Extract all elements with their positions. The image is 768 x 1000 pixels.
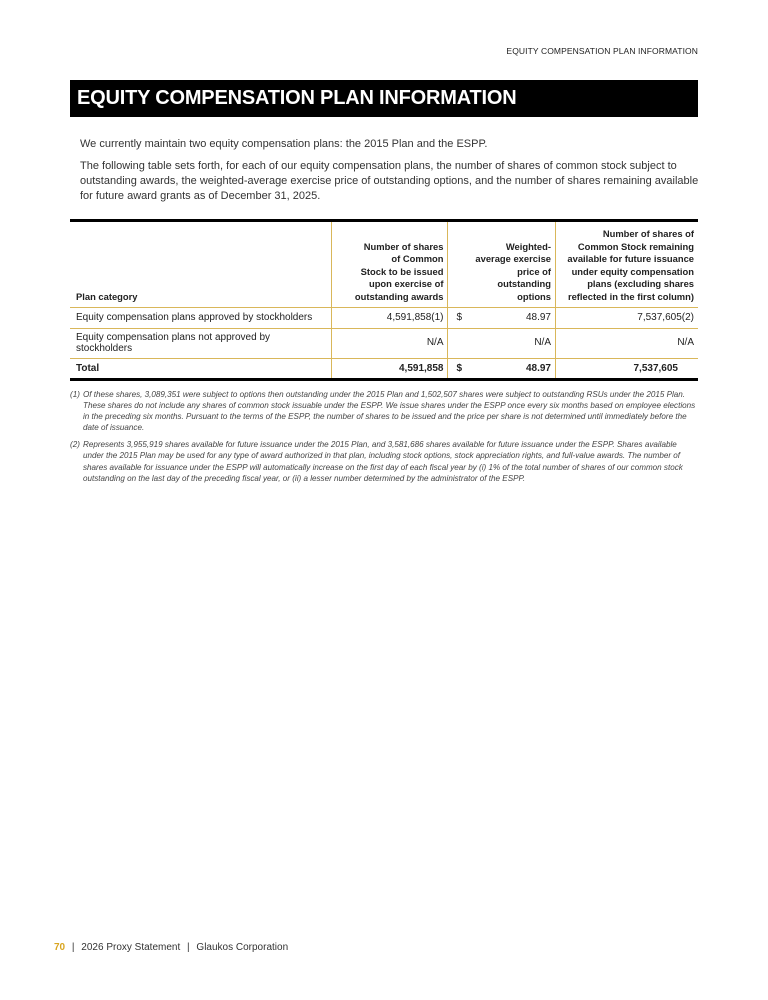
table-row (70, 307, 698, 328)
footnotes (70, 389, 698, 490)
footnote-2 (70, 439, 698, 483)
footnote-mark: (2) (70, 440, 80, 450)
running-head: EQUITY COMPENSATION PLAN INFORMATION (506, 46, 698, 56)
footnote-mark: (1) (70, 390, 80, 399)
header-weighted-average-price (448, 221, 556, 308)
header-line: of Common (391, 253, 444, 265)
header-shares-to-be-issued (331, 221, 448, 308)
header-plan-category: Plan category (70, 221, 331, 308)
row-shares-remaining: 7,537,605(2) (556, 307, 699, 328)
intro-text (80, 137, 700, 211)
header-line: price of (517, 265, 551, 277)
row-category: Equity compensation plans not approved by stockholders (70, 328, 331, 358)
header-shares-remaining-available (556, 221, 699, 308)
footer-separator: | (71, 942, 75, 953)
header-line: upon exercise of (368, 278, 444, 290)
total-shares-remaining: 7,537,605 (556, 358, 699, 380)
total-dollar-sign: $ (448, 358, 474, 380)
row-dollar-sign (448, 328, 474, 358)
page-footer (54, 942, 288, 953)
row-shares-to-be-issued: N/A (331, 328, 448, 358)
header-line: average exercise (475, 253, 551, 265)
header-line: Stock to be issued (360, 265, 444, 277)
row-weighted-average-price: N/A (474, 328, 555, 358)
row-category: Equity compensation plans approved by stockholders (70, 307, 331, 328)
row-dollar-sign: $ (448, 307, 474, 328)
footnote-text: Represents 3,955,919 shares available for future issuance under the 2015 Plan, and 3,581,686 shares available for future issuance under the ESPP. Shares available under the 2015 Plan may be used for any type of award authorized in that plan, including stock options, stock appreciation rights, and full-value awards. The number of shares available for issuance under the ESPP will automatically increase on the first day of each fiscal year by (i) 1% of the total number of shares of our common stock outstanding on the last day of the preceding fiscal year, or (ii) a lesser number determined by the administrator of the ESPP. (83, 440, 683, 483)
header-line: under equity compensation (571, 265, 694, 277)
header-line: available for future issuance (567, 253, 694, 265)
equity-compensation-table (70, 219, 698, 381)
total-weighted-average-price: 48.97 (474, 358, 555, 380)
table-total-row (70, 358, 698, 380)
footnote-1 (70, 389, 698, 433)
total-shares-to-be-issued: 4,591,858 (331, 358, 448, 380)
row-shares-to-be-issued: 4,591,858(1) (331, 307, 448, 328)
total-label: Total (70, 358, 331, 380)
page-title: EQUITY COMPENSATION PLAN INFORMATION (77, 87, 517, 109)
footer-separator: | (187, 942, 190, 953)
section-title-bar (70, 80, 698, 117)
footer-company: Glaukos Corporation (196, 942, 289, 953)
intro-paragraph: We currently maintain two equity compensation plans: the 2015 Plan and the ESPP. (80, 138, 488, 150)
header-line: plans (excluding shares (587, 278, 694, 290)
header-line: reflected in the first column) (567, 290, 694, 302)
row-weighted-average-price: 48.97 (474, 307, 555, 328)
page-number: 70 (54, 942, 66, 953)
header-line: outstanding (497, 278, 551, 290)
row-shares-remaining: N/A (556, 328, 699, 358)
footnote-text: Of these shares, 3,089,351 were subject to options then outstanding under the 2015 Plan and 1,502,507 shares were subject to outstanding RSUs under the 2015 Plan. These shares do not include any shares of common stock issuable under the ESPP. We issue shares under the ESPP once every six months based on employee elections in the preceding six months. Pursuant to the terms of the ESPP, the number of shares to be issued and the price per share is not determined until immediately before the date of issuance. (83, 390, 696, 433)
header-line: outstanding awards (354, 290, 444, 302)
footer-document: 2026 Proxy Statement (81, 942, 181, 953)
intro-paragraph: The following table sets forth, for each of our equity compensation plans, the number of shares of common stock subject to outstanding awards, the weighted-average exercise price of outstanding options, and the number of shares remaining available for future award grants as of December 31, 2025. (80, 160, 699, 202)
header-line: Weighted- (505, 240, 551, 252)
table-header-row (70, 221, 698, 308)
header-line: Common Stock remaining (577, 240, 694, 252)
header-line: Number of shares of (602, 228, 694, 239)
header-line: options (517, 290, 551, 302)
header-line: Number of shares (363, 240, 444, 252)
table-row (70, 328, 698, 358)
